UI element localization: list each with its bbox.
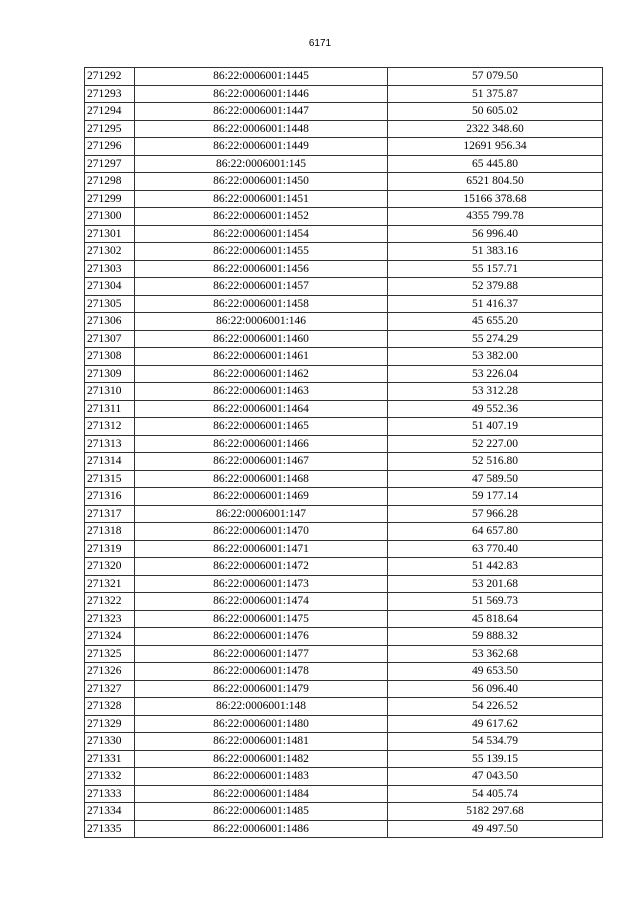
table-row bbox=[85, 418, 603, 436]
cadastral-number-cell: 86:22:0006001:1476 bbox=[135, 628, 388, 646]
table-row bbox=[85, 715, 603, 733]
table-row bbox=[85, 313, 603, 331]
cadastral-number-cell: 86:22:0006001:1454 bbox=[135, 225, 388, 243]
table-body bbox=[85, 68, 603, 838]
table-row bbox=[85, 435, 603, 453]
row-number-cell: 271326 bbox=[85, 663, 135, 681]
cadastral-number-cell: 86:22:0006001:1458 bbox=[135, 295, 388, 313]
cadastral-number-cell: 86:22:0006001:1484 bbox=[135, 785, 388, 803]
table-row bbox=[85, 138, 603, 156]
row-number-cell: 271324 bbox=[85, 628, 135, 646]
cadastral-number-cell: 86:22:0006001:1445 bbox=[135, 68, 388, 86]
table-row bbox=[85, 85, 603, 103]
table-row bbox=[85, 383, 603, 401]
row-number-cell: 271329 bbox=[85, 715, 135, 733]
row-number-cell: 271301 bbox=[85, 225, 135, 243]
page-number: 6171 bbox=[308, 38, 332, 49]
table-row bbox=[85, 733, 603, 751]
cadastral-value-cell: 15166 378.68 bbox=[388, 190, 603, 208]
row-number-cell: 271296 bbox=[85, 138, 135, 156]
table-row bbox=[85, 470, 603, 488]
cadastral-number-cell: 86:22:0006001:1465 bbox=[135, 418, 388, 436]
row-number-cell: 271307 bbox=[85, 330, 135, 348]
cadastral-value-cell: 65 445.80 bbox=[388, 155, 603, 173]
cadastral-number-cell: 86:22:0006001:1463 bbox=[135, 383, 388, 401]
row-number-cell: 271297 bbox=[85, 155, 135, 173]
cadastral-number-cell: 86:22:0006001:1460 bbox=[135, 330, 388, 348]
table-row bbox=[85, 750, 603, 768]
cadastral-number-cell: 86:22:0006001:1475 bbox=[135, 610, 388, 628]
cadastral-number-cell: 86:22:0006001:1483 bbox=[135, 768, 388, 786]
cadastral-number-cell: 86:22:0006001:1457 bbox=[135, 278, 388, 296]
cadastral-number-cell: 86:22:0006001:1452 bbox=[135, 208, 388, 226]
row-number-cell: 271294 bbox=[85, 103, 135, 121]
cadastral-value-cell: 53 226.04 bbox=[388, 365, 603, 383]
row-number-cell: 271322 bbox=[85, 593, 135, 611]
cadastral-value-cell: 5182 297.68 bbox=[388, 803, 603, 821]
cadastral-number-cell: 86:22:0006001:1447 bbox=[135, 103, 388, 121]
row-number-cell: 271310 bbox=[85, 383, 135, 401]
table-row bbox=[85, 698, 603, 716]
table-row bbox=[85, 523, 603, 541]
cadastral-number-cell: 86:22:0006001:147 bbox=[135, 505, 388, 523]
cadastral-value-cell: 4355 799.78 bbox=[388, 208, 603, 226]
cadastral-value-cell: 45 818.64 bbox=[388, 610, 603, 628]
cadastral-number-cell: 86:22:0006001:1468 bbox=[135, 470, 388, 488]
cadastral-value-cell: 47 589.50 bbox=[388, 470, 603, 488]
table-row bbox=[85, 295, 603, 313]
cadastral-value-cell: 51 569.73 bbox=[388, 593, 603, 611]
table-row bbox=[85, 278, 603, 296]
cadastral-number-cell: 86:22:0006001:1482 bbox=[135, 750, 388, 768]
row-number-cell: 271299 bbox=[85, 190, 135, 208]
cadastral-value-cell: 52 379.88 bbox=[388, 278, 603, 296]
cadastral-number-cell: 86:22:0006001:1467 bbox=[135, 453, 388, 471]
table-row bbox=[85, 190, 603, 208]
row-number-cell: 271334 bbox=[85, 803, 135, 821]
cadastral-number-cell: 86:22:0006001:145 bbox=[135, 155, 388, 173]
table-row bbox=[85, 558, 603, 576]
cadastral-value-cell: 50 605.02 bbox=[388, 103, 603, 121]
cadastral-number-cell: 86:22:0006001:1448 bbox=[135, 120, 388, 138]
table-row bbox=[85, 785, 603, 803]
cadastral-number-cell: 86:22:0006001:1474 bbox=[135, 593, 388, 611]
cadastral-value-cell: 53 201.68 bbox=[388, 575, 603, 593]
table-row bbox=[85, 820, 603, 838]
cadastral-value-cell: 51 407.19 bbox=[388, 418, 603, 436]
cadastral-value-cell: 57 966.28 bbox=[388, 505, 603, 523]
cadastral-number-cell: 86:22:0006001:1446 bbox=[135, 85, 388, 103]
cadastral-number-cell: 86:22:0006001:1461 bbox=[135, 348, 388, 366]
cadastral-value-cell: 54 534.79 bbox=[388, 733, 603, 751]
table-row bbox=[85, 173, 603, 191]
row-number-cell: 271325 bbox=[85, 645, 135, 663]
cadastral-value-cell: 56 096.40 bbox=[388, 680, 603, 698]
cadastral-value-cell: 53 382.00 bbox=[388, 348, 603, 366]
row-number-cell: 271300 bbox=[85, 208, 135, 226]
table-row bbox=[85, 260, 603, 278]
cadastral-value-cell: 47 043.50 bbox=[388, 768, 603, 786]
row-number-cell: 271328 bbox=[85, 698, 135, 716]
cadastral-value-cell: 6521 804.50 bbox=[388, 173, 603, 191]
row-number-cell: 271315 bbox=[85, 470, 135, 488]
cadastral-value-cell: 51 416.37 bbox=[388, 295, 603, 313]
cadastral-number-cell: 86:22:0006001:1478 bbox=[135, 663, 388, 681]
cadastral-value-cell: 49 653.50 bbox=[388, 663, 603, 681]
row-number-cell: 271309 bbox=[85, 365, 135, 383]
row-number-cell: 271313 bbox=[85, 435, 135, 453]
cadastral-number-cell: 86:22:0006001:1469 bbox=[135, 488, 388, 506]
table-row bbox=[85, 365, 603, 383]
row-number-cell: 271308 bbox=[85, 348, 135, 366]
row-number-cell: 271292 bbox=[85, 68, 135, 86]
row-number-cell: 271333 bbox=[85, 785, 135, 803]
row-number-cell: 271319 bbox=[85, 540, 135, 558]
cadastral-number-cell: 86:22:0006001:1485 bbox=[135, 803, 388, 821]
cadastral-number-cell: 86:22:0006001:1480 bbox=[135, 715, 388, 733]
table-row bbox=[85, 68, 603, 86]
cadastral-value-cell: 54 226.52 bbox=[388, 698, 603, 716]
table-row bbox=[85, 488, 603, 506]
cadastral-value-cell: 55 157.71 bbox=[388, 260, 603, 278]
cadastral-value-cell: 53 362.68 bbox=[388, 645, 603, 663]
table-row bbox=[85, 768, 603, 786]
cadastral-value-cell: 55 274.29 bbox=[388, 330, 603, 348]
row-number-cell: 271331 bbox=[85, 750, 135, 768]
cadastral-value-cell: 54 405.74 bbox=[388, 785, 603, 803]
cadastral-value-table bbox=[84, 67, 603, 838]
table-row bbox=[85, 575, 603, 593]
table-row bbox=[85, 453, 603, 471]
cadastral-value-cell: 51 383.16 bbox=[388, 243, 603, 261]
table-row bbox=[85, 645, 603, 663]
table-row bbox=[85, 593, 603, 611]
row-number-cell: 271321 bbox=[85, 575, 135, 593]
cadastral-number-cell: 86:22:0006001:1456 bbox=[135, 260, 388, 278]
cadastral-number-cell: 86:22:0006001:1481 bbox=[135, 733, 388, 751]
cadastral-value-cell: 59 177.14 bbox=[388, 488, 603, 506]
row-number-cell: 271311 bbox=[85, 400, 135, 418]
cadastral-value-cell: 55 139.15 bbox=[388, 750, 603, 768]
row-number-cell: 271293 bbox=[85, 85, 135, 103]
row-number-cell: 271318 bbox=[85, 523, 135, 541]
row-number-cell: 271312 bbox=[85, 418, 135, 436]
cadastral-number-cell: 86:22:0006001:148 bbox=[135, 698, 388, 716]
table-row bbox=[85, 208, 603, 226]
cadastral-number-cell: 86:22:0006001:1471 bbox=[135, 540, 388, 558]
row-number-cell: 271298 bbox=[85, 173, 135, 191]
cadastral-value-cell: 51 442.83 bbox=[388, 558, 603, 576]
cadastral-number-cell: 86:22:0006001:1455 bbox=[135, 243, 388, 261]
table-row bbox=[85, 610, 603, 628]
table-row bbox=[85, 243, 603, 261]
row-number-cell: 271320 bbox=[85, 558, 135, 576]
cadastral-number-cell: 86:22:0006001:1486 bbox=[135, 820, 388, 838]
table-row bbox=[85, 103, 603, 121]
row-number-cell: 271332 bbox=[85, 768, 135, 786]
cadastral-value-cell: 57 079.50 bbox=[388, 68, 603, 86]
table-row bbox=[85, 155, 603, 173]
table-row bbox=[85, 120, 603, 138]
row-number-cell: 271302 bbox=[85, 243, 135, 261]
cadastral-number-cell: 86:22:0006001:1470 bbox=[135, 523, 388, 541]
table-row bbox=[85, 330, 603, 348]
cadastral-number-cell: 86:22:0006001:1464 bbox=[135, 400, 388, 418]
cadastral-number-cell: 86:22:0006001:1450 bbox=[135, 173, 388, 191]
row-number-cell: 271317 bbox=[85, 505, 135, 523]
cadastral-number-cell: 86:22:0006001:1449 bbox=[135, 138, 388, 156]
cadastral-value-cell: 51 375.87 bbox=[388, 85, 603, 103]
row-number-cell: 271303 bbox=[85, 260, 135, 278]
cadastral-number-cell: 86:22:0006001:1477 bbox=[135, 645, 388, 663]
cadastral-value-cell: 64 657.80 bbox=[388, 523, 603, 541]
cadastral-number-cell: 86:22:0006001:1472 bbox=[135, 558, 388, 576]
table-row bbox=[85, 680, 603, 698]
table-row bbox=[85, 505, 603, 523]
cadastral-value-cell: 49 552.36 bbox=[388, 400, 603, 418]
cadastral-value-cell: 52 227.00 bbox=[388, 435, 603, 453]
cadastral-value-cell: 49 617.62 bbox=[388, 715, 603, 733]
table-row bbox=[85, 225, 603, 243]
table-row bbox=[85, 628, 603, 646]
row-number-cell: 271295 bbox=[85, 120, 135, 138]
cadastral-value-cell: 45 655.20 bbox=[388, 313, 603, 331]
cadastral-number-cell: 86:22:0006001:1466 bbox=[135, 435, 388, 453]
cadastral-value-cell: 59 888.32 bbox=[388, 628, 603, 646]
table-row bbox=[85, 663, 603, 681]
cadastral-value-cell: 49 497.50 bbox=[388, 820, 603, 838]
table-row bbox=[85, 540, 603, 558]
cadastral-number-cell: 86:22:0006001:1451 bbox=[135, 190, 388, 208]
table-row bbox=[85, 348, 603, 366]
row-number-cell: 271323 bbox=[85, 610, 135, 628]
row-number-cell: 271305 bbox=[85, 295, 135, 313]
cadastral-value-cell: 2322 348.60 bbox=[388, 120, 603, 138]
cadastral-value-cell: 53 312.28 bbox=[388, 383, 603, 401]
cadastral-number-cell: 86:22:0006001:1473 bbox=[135, 575, 388, 593]
row-number-cell: 271330 bbox=[85, 733, 135, 751]
table-row bbox=[85, 400, 603, 418]
cadastral-value-cell: 56 996.40 bbox=[388, 225, 603, 243]
row-number-cell: 271335 bbox=[85, 820, 135, 838]
cadastral-number-cell: 86:22:0006001:1462 bbox=[135, 365, 388, 383]
row-number-cell: 271304 bbox=[85, 278, 135, 296]
row-number-cell: 271306 bbox=[85, 313, 135, 331]
row-number-cell: 271316 bbox=[85, 488, 135, 506]
row-number-cell: 271314 bbox=[85, 453, 135, 471]
cadastral-value-cell: 63 770.40 bbox=[388, 540, 603, 558]
row-number-cell: 271327 bbox=[85, 680, 135, 698]
cadastral-value-cell: 12691 956.34 bbox=[388, 138, 603, 156]
cadastral-number-cell: 86:22:0006001:1479 bbox=[135, 680, 388, 698]
cadastral-value-cell: 52 516.80 bbox=[388, 453, 603, 471]
table-row bbox=[85, 803, 603, 821]
cadastral-number-cell: 86:22:0006001:146 bbox=[135, 313, 388, 331]
